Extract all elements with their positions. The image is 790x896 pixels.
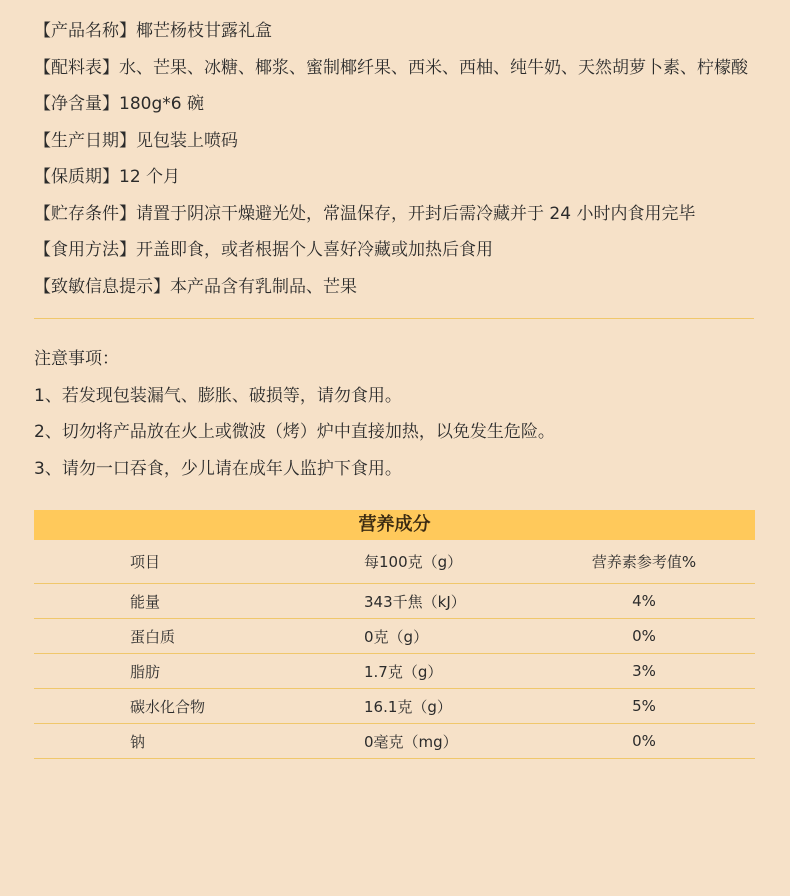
nutrition-table-title: 营养成分 — [34, 510, 755, 540]
product-info-section — [34, 16, 754, 308]
row-amount: 0毫克（mg） — [364, 732, 458, 751]
info-label: 【净含量】 — [34, 94, 119, 114]
row-nrv: 4% — [632, 592, 656, 610]
row-amount: 0克（g） — [364, 627, 429, 646]
info-label: 【配料表】 — [34, 57, 119, 78]
info-label: 【生产日期】 — [34, 130, 136, 151]
row-item: 钠 — [130, 732, 146, 751]
section-divider — [34, 318, 754, 319]
header-per-100g: 每100克（g） — [364, 553, 463, 571]
notes-title: 注意事项： — [34, 349, 119, 369]
info-value: 见包装上喷码 — [136, 130, 238, 151]
info-label: 【贮存条件】 — [34, 203, 136, 224]
info-label: 【食用方法】 — [34, 240, 136, 260]
row-item: 碳水化合物 — [130, 697, 206, 716]
info-storage — [34, 199, 754, 236]
table-row — [34, 619, 755, 654]
note-item: 3、请勿一口吞食，少儿请在成年人监护下食用。 — [34, 458, 402, 479]
table-row — [34, 689, 755, 724]
info-usage — [34, 235, 754, 272]
table-header-row — [34, 540, 755, 584]
info-product-name — [34, 16, 754, 53]
info-label: 【产品名称】 — [34, 21, 136, 41]
row-amount: 16.1克（g） — [364, 697, 452, 716]
row-item: 能量 — [130, 592, 161, 611]
row-amount: 343千焦（kJ） — [364, 592, 466, 611]
info-value: 请置于阴凉干燥避光处，常温保存，开封后需冷藏并于 24 小时内食用完毕 — [136, 203, 696, 224]
row-amount: 1.7克（g） — [364, 662, 443, 681]
note-item: 2、切勿将产品放在火上或微波（烤）炉中直接加热，以免发生危险。 — [34, 422, 555, 442]
info-value: 开盖即食，或者根据个人喜好冷藏或加热后食用 — [136, 240, 493, 260]
table-row — [34, 654, 755, 689]
info-label: 【致敏信息提示】 — [34, 276, 170, 297]
row-item: 蛋白质 — [130, 627, 176, 646]
nutrition-table — [34, 510, 755, 759]
info-label: 【保质期】 — [34, 167, 119, 187]
row-nrv: 0% — [632, 627, 656, 645]
info-value: 本产品含有乳制品、芒果 — [170, 276, 357, 297]
info-value: 12 个月 — [119, 167, 181, 187]
info-production-date — [34, 126, 754, 163]
row-nrv: 5% — [632, 697, 656, 715]
info-allergen — [34, 272, 754, 309]
table-row — [34, 584, 755, 619]
table-row — [34, 724, 755, 759]
info-shelf-life — [34, 162, 754, 199]
header-item: 项目 — [130, 553, 161, 571]
info-net-content — [34, 89, 754, 126]
info-ingredients — [34, 53, 754, 90]
header-nrv: 营养素参考值% — [591, 553, 697, 571]
note-item: 1、若发现包装漏气、膨胀、破损等，请勿食用。 — [34, 385, 402, 406]
row-nrv: 3% — [632, 662, 656, 680]
row-nrv: 0% — [632, 732, 656, 750]
info-value: 椰芒杨枝甘露礼盒 — [136, 21, 272, 41]
info-value: 水、芒果、冰糖、椰浆、蜜制椰纤果、西米、西柚、纯牛奶、天然胡萝卜素、柠檬酸 — [119, 57, 748, 78]
notes-section — [34, 344, 754, 490]
info-value: 180g*6 碗 — [119, 94, 204, 114]
row-item: 脂肪 — [130, 662, 161, 681]
